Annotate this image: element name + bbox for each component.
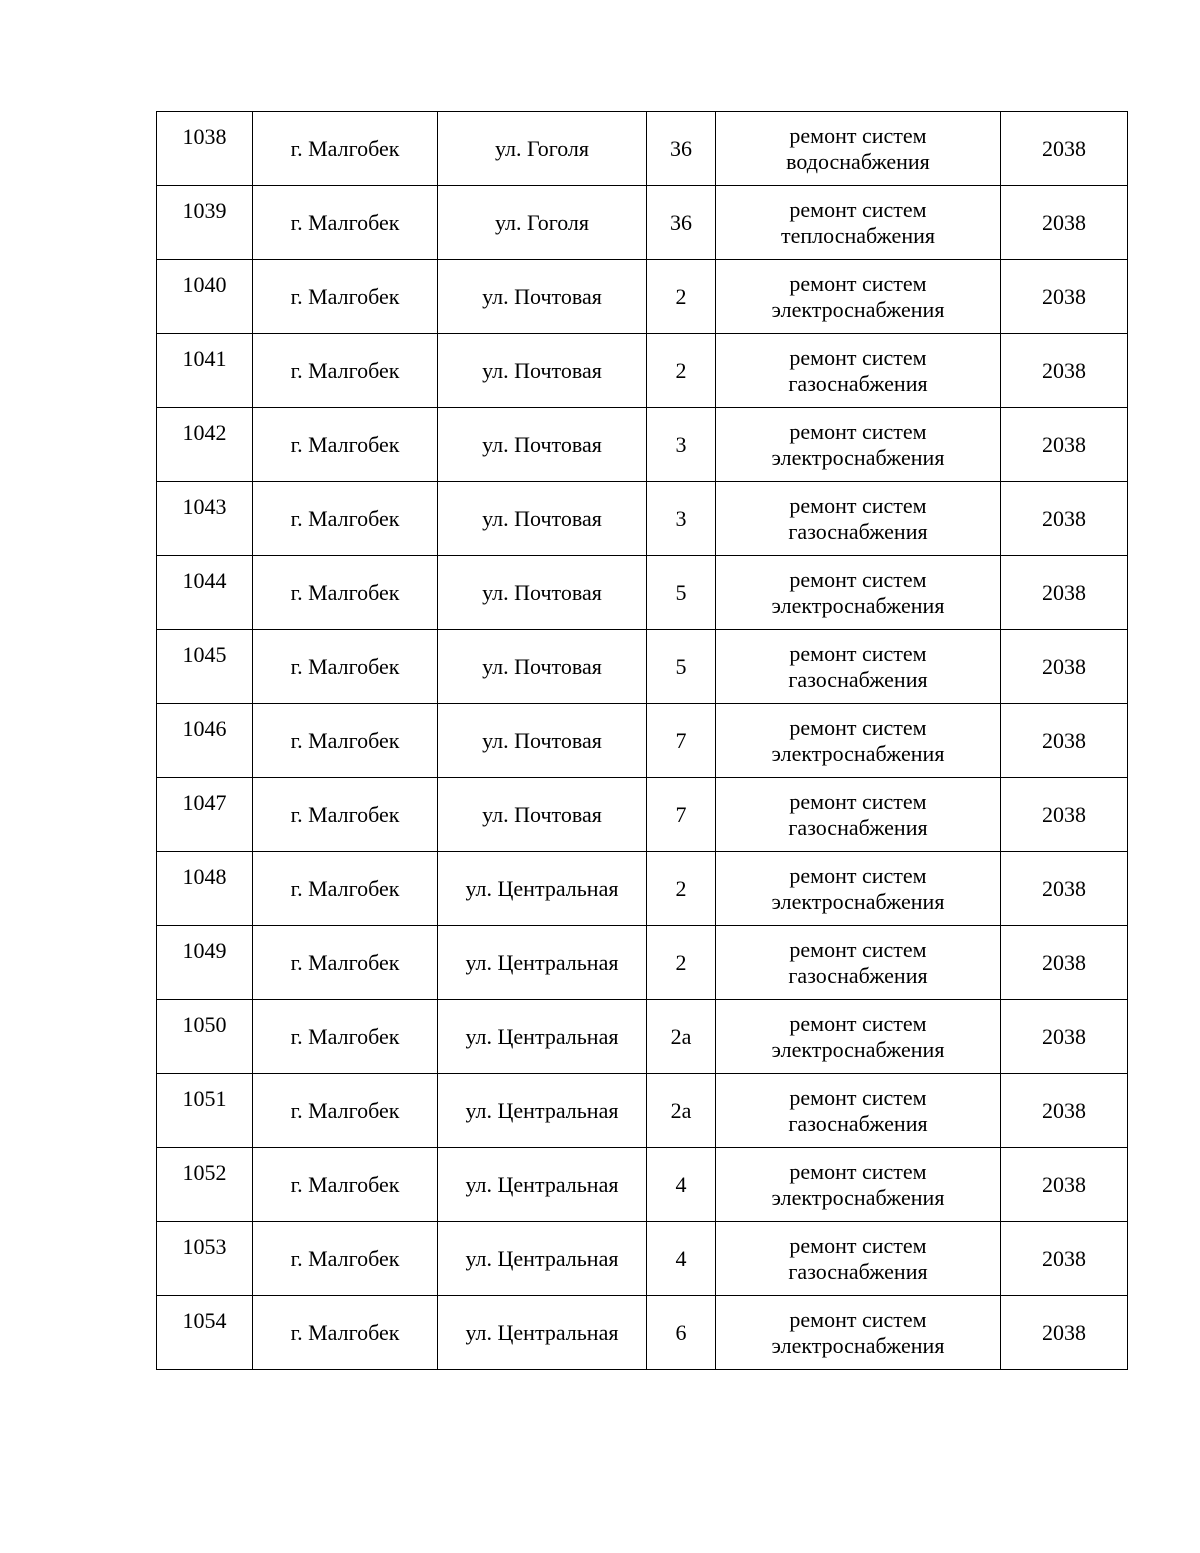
row-number-cell: 1039: [157, 186, 253, 260]
row-number-cell: 1044: [157, 556, 253, 630]
house-number-cell: 36: [647, 112, 716, 186]
work-type-line-2: электроснабжения: [771, 1184, 945, 1210]
city-cell: г. Малгобек: [253, 112, 438, 186]
street-cell: ул. Центральная: [438, 1148, 647, 1222]
work-type-line-1: ремонт систем: [789, 1306, 927, 1332]
city-cell: г. Малгобек: [253, 186, 438, 260]
city-cell: г. Малгобек: [253, 852, 438, 926]
work-type-cell: [716, 1148, 1001, 1222]
city-cell: г. Малгобек: [253, 260, 438, 334]
city-cell: г. Малгобек: [253, 1074, 438, 1148]
work-type-line-2: газоснабжения: [788, 370, 928, 396]
house-number-cell: 2: [647, 260, 716, 334]
row-number-cell: 1040: [157, 260, 253, 334]
street-cell: ул. Почтовая: [438, 630, 647, 704]
work-type-line-2: газоснабжения: [788, 1110, 928, 1136]
row-number-cell: 1051: [157, 1074, 253, 1148]
city-cell: г. Малгобек: [253, 556, 438, 630]
work-type-cell: [716, 926, 1001, 1000]
work-type-cell: [716, 1296, 1001, 1370]
row-number-cell: 1045: [157, 630, 253, 704]
street-cell: ул. Почтовая: [438, 260, 647, 334]
table-row: [157, 926, 1128, 1000]
table-row: [157, 260, 1128, 334]
house-number-cell: 2: [647, 334, 716, 408]
work-type-line-1: ремонт систем: [789, 1010, 927, 1036]
work-type-line-1: ремонт систем: [789, 862, 927, 888]
row-number-cell: 1047: [157, 778, 253, 852]
work-type-cell: [716, 630, 1001, 704]
row-number-cell: 1041: [157, 334, 253, 408]
work-type-cell: [716, 334, 1001, 408]
table-row: [157, 1074, 1128, 1148]
house-number-cell: 6: [647, 1296, 716, 1370]
city-cell: г. Малгобек: [253, 482, 438, 556]
house-number-cell: 7: [647, 704, 716, 778]
table-row: [157, 334, 1128, 408]
city-cell: г. Малгобек: [253, 926, 438, 1000]
work-type-line-2: водоснабжения: [786, 148, 930, 174]
year-cell: 2038: [1001, 778, 1128, 852]
house-number-cell: 2а: [647, 1000, 716, 1074]
street-cell: ул. Почтовая: [438, 778, 647, 852]
table-row: [157, 556, 1128, 630]
row-number-cell: 1038: [157, 112, 253, 186]
work-type-line-1: ремонт систем: [789, 714, 927, 740]
work-type-line-2: электроснабжения: [771, 888, 945, 914]
street-cell: ул. Почтовая: [438, 408, 647, 482]
city-cell: г. Малгобек: [253, 1148, 438, 1222]
house-number-cell: 2: [647, 852, 716, 926]
house-number-cell: 36: [647, 186, 716, 260]
work-type-line-2: электроснабжения: [771, 592, 945, 618]
work-type-line-1: ремонт систем: [789, 566, 927, 592]
street-cell: ул. Гоголя: [438, 112, 647, 186]
street-cell: ул. Гоголя: [438, 186, 647, 260]
work-type-line-1: ремонт систем: [789, 936, 927, 962]
row-number-cell: 1043: [157, 482, 253, 556]
table-row: [157, 630, 1128, 704]
work-type-cell: [716, 852, 1001, 926]
work-type-cell: [716, 556, 1001, 630]
work-type-line-2: газоснабжения: [788, 666, 928, 692]
work-type-line-2: электроснабжения: [771, 296, 945, 322]
year-cell: 2038: [1001, 1296, 1128, 1370]
table-row: [157, 852, 1128, 926]
work-type-line-2: газоснабжения: [788, 962, 928, 988]
work-type-line-2: газоснабжения: [788, 518, 928, 544]
row-number-cell: 1054: [157, 1296, 253, 1370]
year-cell: 2038: [1001, 1000, 1128, 1074]
house-number-cell: 7: [647, 778, 716, 852]
table-row: [157, 408, 1128, 482]
row-number-cell: 1046: [157, 704, 253, 778]
street-cell: ул. Центральная: [438, 1000, 647, 1074]
table-row: [157, 1148, 1128, 1222]
city-cell: г. Малгобек: [253, 1000, 438, 1074]
work-type-line-1: ремонт систем: [789, 1232, 927, 1258]
table-row: [157, 1296, 1128, 1370]
work-type-cell: [716, 1222, 1001, 1296]
row-number-cell: 1042: [157, 408, 253, 482]
year-cell: 2038: [1001, 852, 1128, 926]
house-number-cell: 3: [647, 482, 716, 556]
house-number-cell: 2а: [647, 1074, 716, 1148]
year-cell: 2038: [1001, 926, 1128, 1000]
house-number-cell: 3: [647, 408, 716, 482]
year-cell: 2038: [1001, 186, 1128, 260]
work-type-cell: [716, 1074, 1001, 1148]
city-cell: г. Малгобек: [253, 778, 438, 852]
table-row: [157, 1222, 1128, 1296]
street-cell: ул. Почтовая: [438, 556, 647, 630]
city-cell: г. Малгобек: [253, 408, 438, 482]
work-type-line-1: ремонт систем: [789, 344, 927, 370]
year-cell: 2038: [1001, 408, 1128, 482]
work-type-line-2: электроснабжения: [771, 1036, 945, 1062]
row-number-cell: 1050: [157, 1000, 253, 1074]
year-cell: 2038: [1001, 334, 1128, 408]
work-type-line-2: теплоснабжения: [781, 222, 935, 248]
work-type-cell: [716, 778, 1001, 852]
street-cell: ул. Почтовая: [438, 334, 647, 408]
year-cell: 2038: [1001, 260, 1128, 334]
house-number-cell: 5: [647, 556, 716, 630]
table-row: [157, 186, 1128, 260]
work-type-cell: [716, 482, 1001, 556]
city-cell: г. Малгобек: [253, 1222, 438, 1296]
table-row: [157, 482, 1128, 556]
year-cell: 2038: [1001, 112, 1128, 186]
table-body: [157, 112, 1128, 1370]
street-cell: ул. Почтовая: [438, 704, 647, 778]
work-type-cell: [716, 260, 1001, 334]
work-type-line-1: ремонт систем: [789, 492, 927, 518]
repair-schedule-table: [156, 111, 1128, 1370]
work-type-line-1: ремонт систем: [789, 196, 927, 222]
year-cell: 2038: [1001, 630, 1128, 704]
house-number-cell: 5: [647, 630, 716, 704]
work-type-line-2: газоснабжения: [788, 814, 928, 840]
table-row: [157, 112, 1128, 186]
work-type-cell: [716, 1000, 1001, 1074]
city-cell: г. Малгобек: [253, 630, 438, 704]
work-type-line-2: электроснабжения: [771, 1332, 945, 1358]
work-type-line-2: электроснабжения: [771, 740, 945, 766]
work-type-cell: [716, 112, 1001, 186]
table-row: [157, 778, 1128, 852]
street-cell: ул. Центральная: [438, 1296, 647, 1370]
house-number-cell: 2: [647, 926, 716, 1000]
work-type-cell: [716, 408, 1001, 482]
work-type-line-1: ремонт систем: [789, 788, 927, 814]
street-cell: ул. Центральная: [438, 852, 647, 926]
work-type-line-1: ремонт систем: [789, 640, 927, 666]
work-type-line-1: ремонт систем: [789, 1084, 927, 1110]
table-row: [157, 704, 1128, 778]
work-type-cell: [716, 186, 1001, 260]
street-cell: ул. Почтовая: [438, 482, 647, 556]
row-number-cell: 1052: [157, 1148, 253, 1222]
row-number-cell: 1053: [157, 1222, 253, 1296]
year-cell: 2038: [1001, 1222, 1128, 1296]
street-cell: ул. Центральная: [438, 926, 647, 1000]
street-cell: ул. Центральная: [438, 1222, 647, 1296]
work-type-line-1: ремонт систем: [789, 418, 927, 444]
city-cell: г. Малгобек: [253, 704, 438, 778]
house-number-cell: 4: [647, 1222, 716, 1296]
table-row: [157, 1000, 1128, 1074]
work-type-line-2: газоснабжения: [788, 1258, 928, 1284]
city-cell: г. Малгобек: [253, 334, 438, 408]
work-type-line-1: ремонт систем: [789, 1158, 927, 1184]
work-type-line-1: ремонт систем: [789, 270, 927, 296]
city-cell: г. Малгобек: [253, 1296, 438, 1370]
work-type-line-1: ремонт систем: [789, 122, 927, 148]
year-cell: 2038: [1001, 1148, 1128, 1222]
year-cell: 2038: [1001, 556, 1128, 630]
year-cell: 2038: [1001, 704, 1128, 778]
year-cell: 2038: [1001, 1074, 1128, 1148]
row-number-cell: 1048: [157, 852, 253, 926]
row-number-cell: 1049: [157, 926, 253, 1000]
work-type-line-2: электроснабжения: [771, 444, 945, 470]
year-cell: 2038: [1001, 482, 1128, 556]
house-number-cell: 4: [647, 1148, 716, 1222]
work-type-cell: [716, 704, 1001, 778]
street-cell: ул. Центральная: [438, 1074, 647, 1148]
